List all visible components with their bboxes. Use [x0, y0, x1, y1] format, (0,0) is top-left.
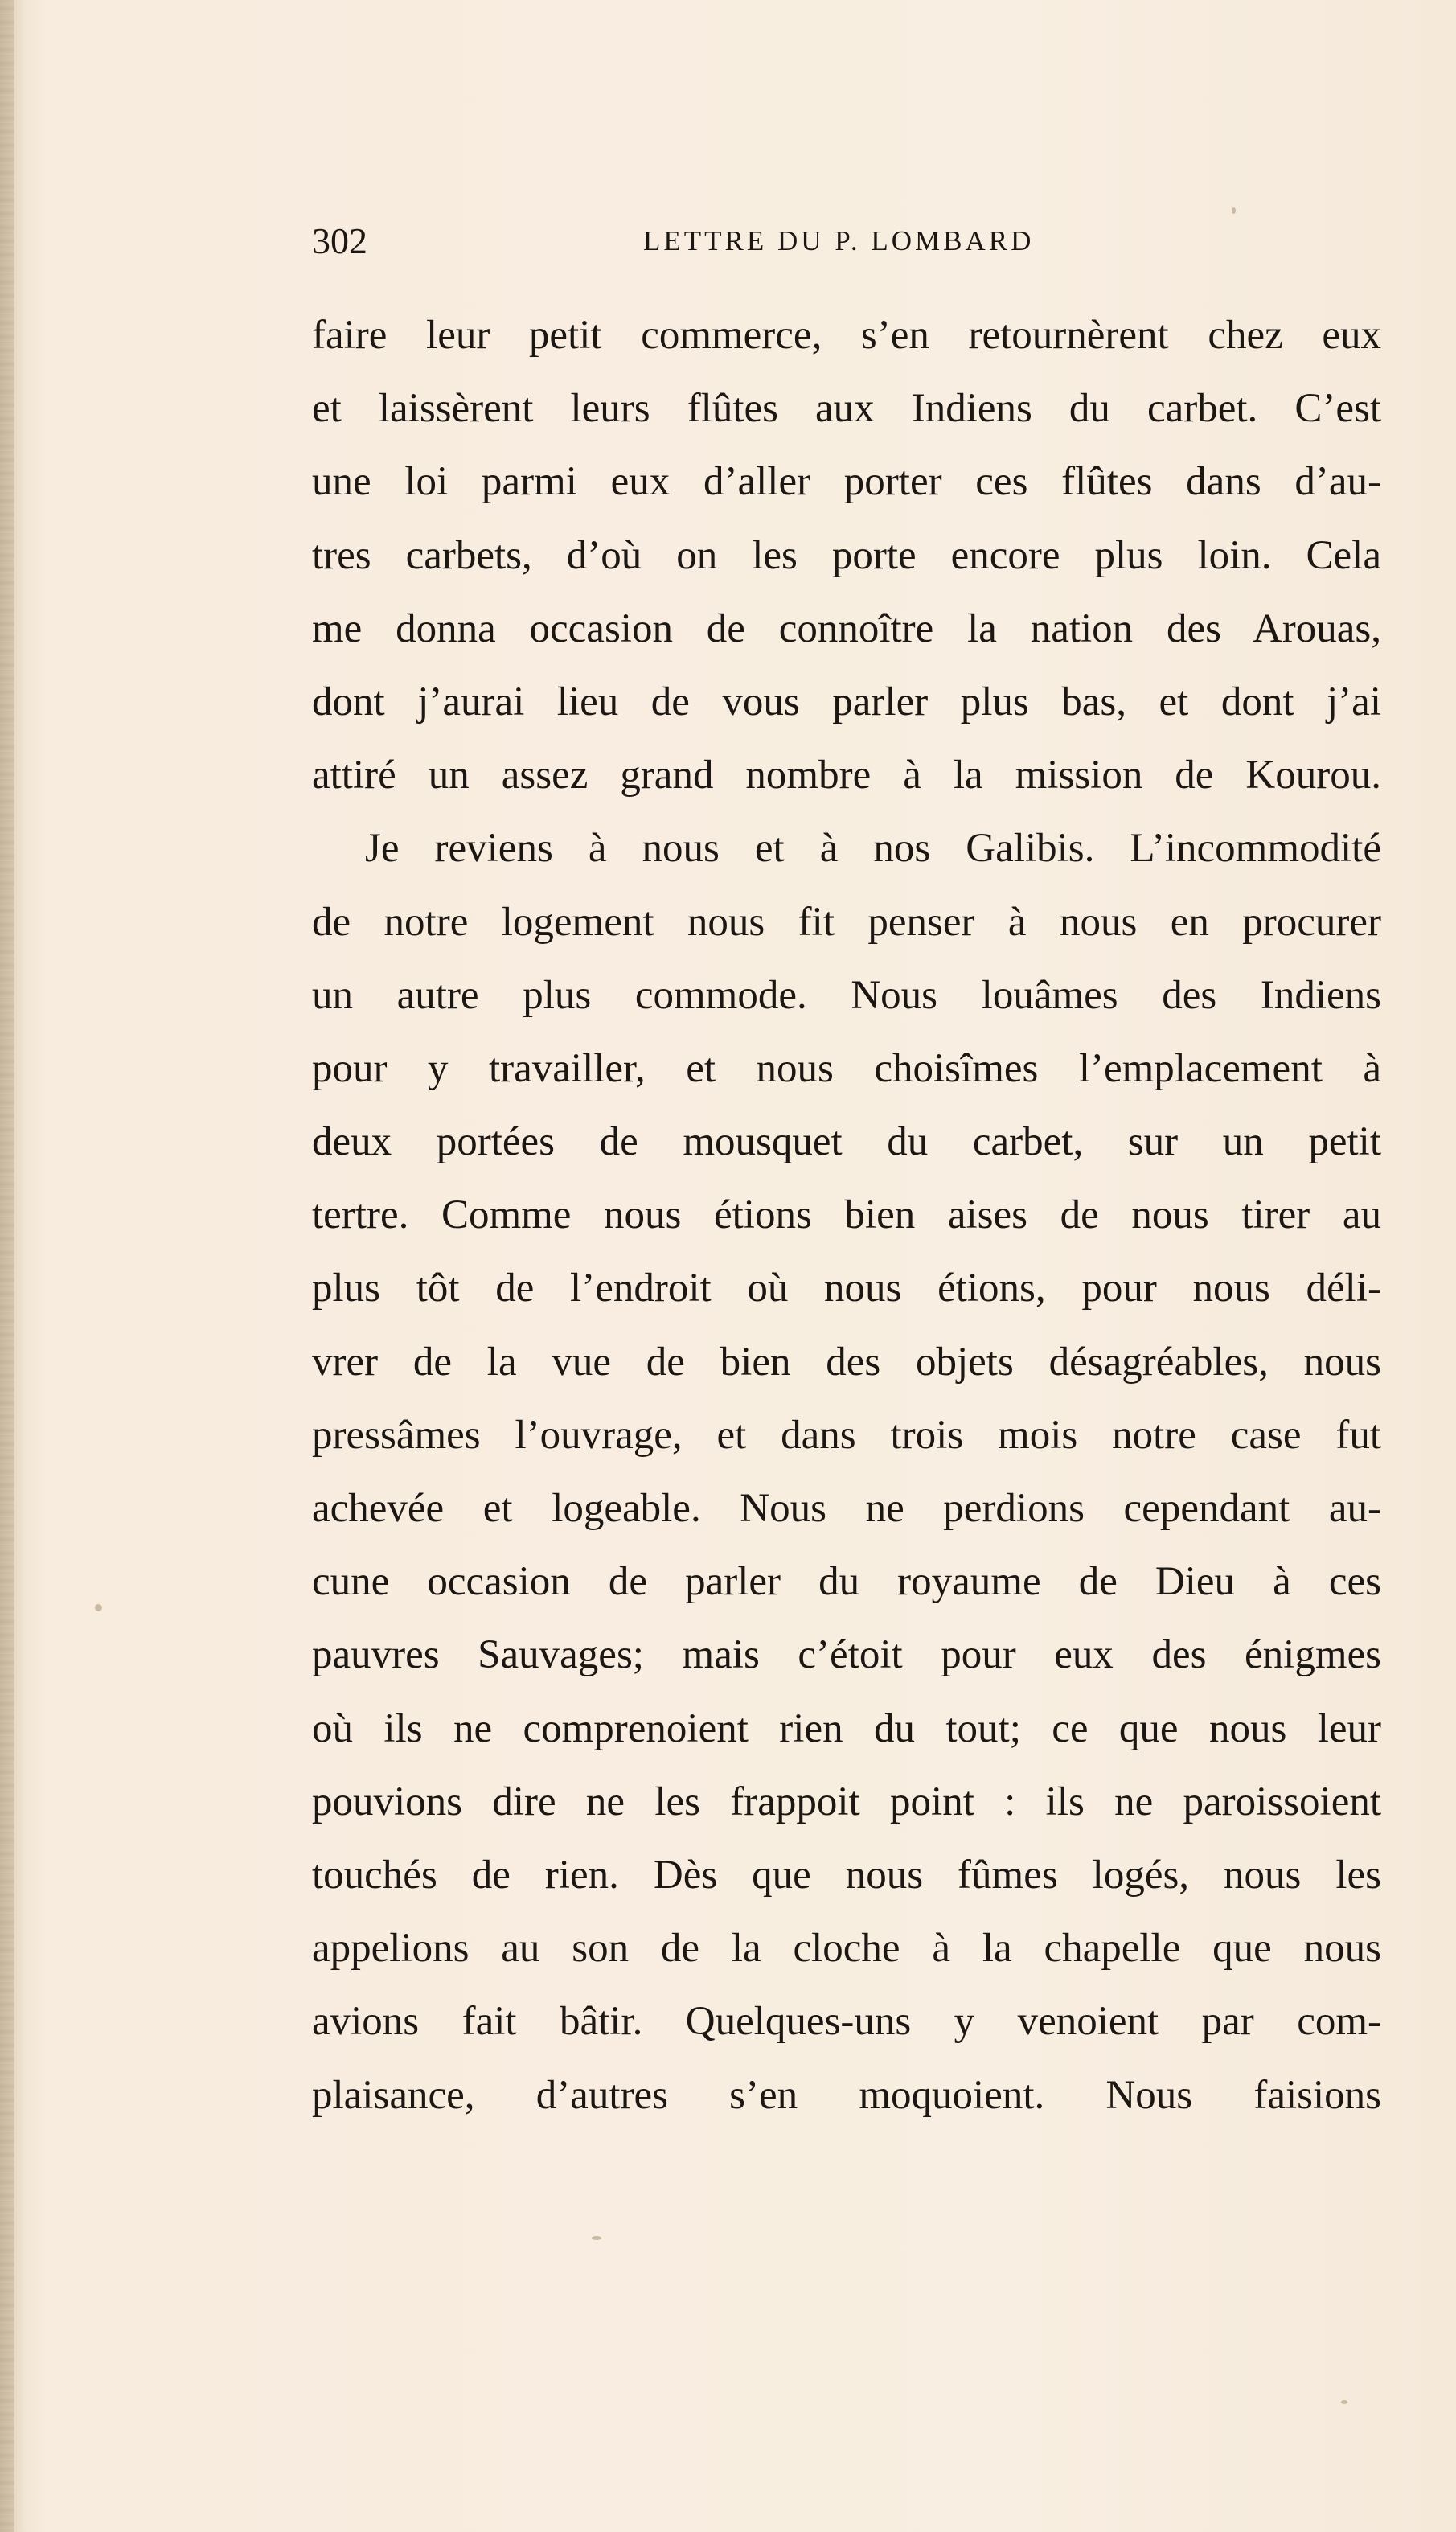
paragraph-start-line: Je reviens à nous et à nos Galibis. L’incommodité: [365, 826, 1381, 872]
text-line: plus tôt de l’endroit où nous étions, pour nous déli-: [312, 1266, 1381, 1311]
text-line: où ils ne comprenoient rien du tout; ce que nous leur: [312, 1705, 1381, 1751]
text-line: pressâmes l’ouvrage, et dans trois mois notre case fut: [312, 1412, 1381, 1458]
paper-speck: [1341, 2400, 1347, 2404]
paper-speck: [592, 2236, 601, 2240]
text-line: achevée et logeable. Nous ne perdions cependant au-: [312, 1486, 1381, 1531]
text-line: faire leur petit commerce, s’en retournèrent chez eux: [312, 313, 1381, 358]
text-line: un autre plus commode. Nous louâmes des Indiens: [312, 972, 1381, 1018]
paper-speck: [95, 1604, 102, 1611]
text-line: appelions au son de la cloche à la chapelle que nous: [312, 1926, 1381, 1972]
text-line: touchés de rien. Dès que nous fûmes logés, nous les: [312, 1852, 1381, 1898]
text-line: cune occasion de parler du royaume de Dieu à ces: [312, 1559, 1381, 1605]
text-line: tertre. Comme nous étions bien aises de nous tirer au: [312, 1192, 1381, 1238]
text-line: une loi parmi eux d’aller porter ces flûtes dans d’au-: [312, 459, 1381, 505]
running-head: LETTRE DU P. LOMBARD: [643, 225, 1035, 256]
text-line: avions fait bâtir. Quelques-uns y venoient par com-: [312, 1999, 1381, 2045]
text-line: me donna occasion de connoître la nation des Arouas,: [312, 605, 1381, 651]
text-line: pouvions dire ne les frappoit point : ils ne paroissoient: [312, 1779, 1381, 1824]
text-line: et laissèrent leurs flûtes aux Indiens du carbet. C’est: [312, 386, 1381, 432]
text-line: tres carbets, d’où on les porte encore plus loin. Cela: [312, 532, 1381, 578]
text-line: de notre logement nous fit penser à nous en procurer: [312, 899, 1381, 945]
body-text: [312, 299, 1381, 2132]
page-header: [312, 215, 1381, 267]
binding-edge: [0, 0, 14, 2532]
text-line: attiré un assez grand nombre à la mission de Kourou.: [312, 753, 1381, 798]
text-line: vrer de la vue de bien des objets désagréables, nous: [312, 1339, 1381, 1385]
text-line: plaisance, d’autres s’en moquoient. Nous faisions: [312, 2072, 1381, 2118]
text-line: dont j’aurai lieu de vous parler plus bas, et dont j’ai: [312, 679, 1381, 724]
text-line: pauvres Sauvages; mais c’étoit pour eux des énigmes: [312, 1632, 1381, 1678]
text-line: pour y travailler, et nous choisîmes l’emplacement à: [312, 1045, 1381, 1091]
text-line: deux portées de mousquet du carbet, sur un petit: [312, 1119, 1381, 1165]
page-number: 302: [312, 220, 367, 261]
paper-speck: [1232, 207, 1236, 214]
